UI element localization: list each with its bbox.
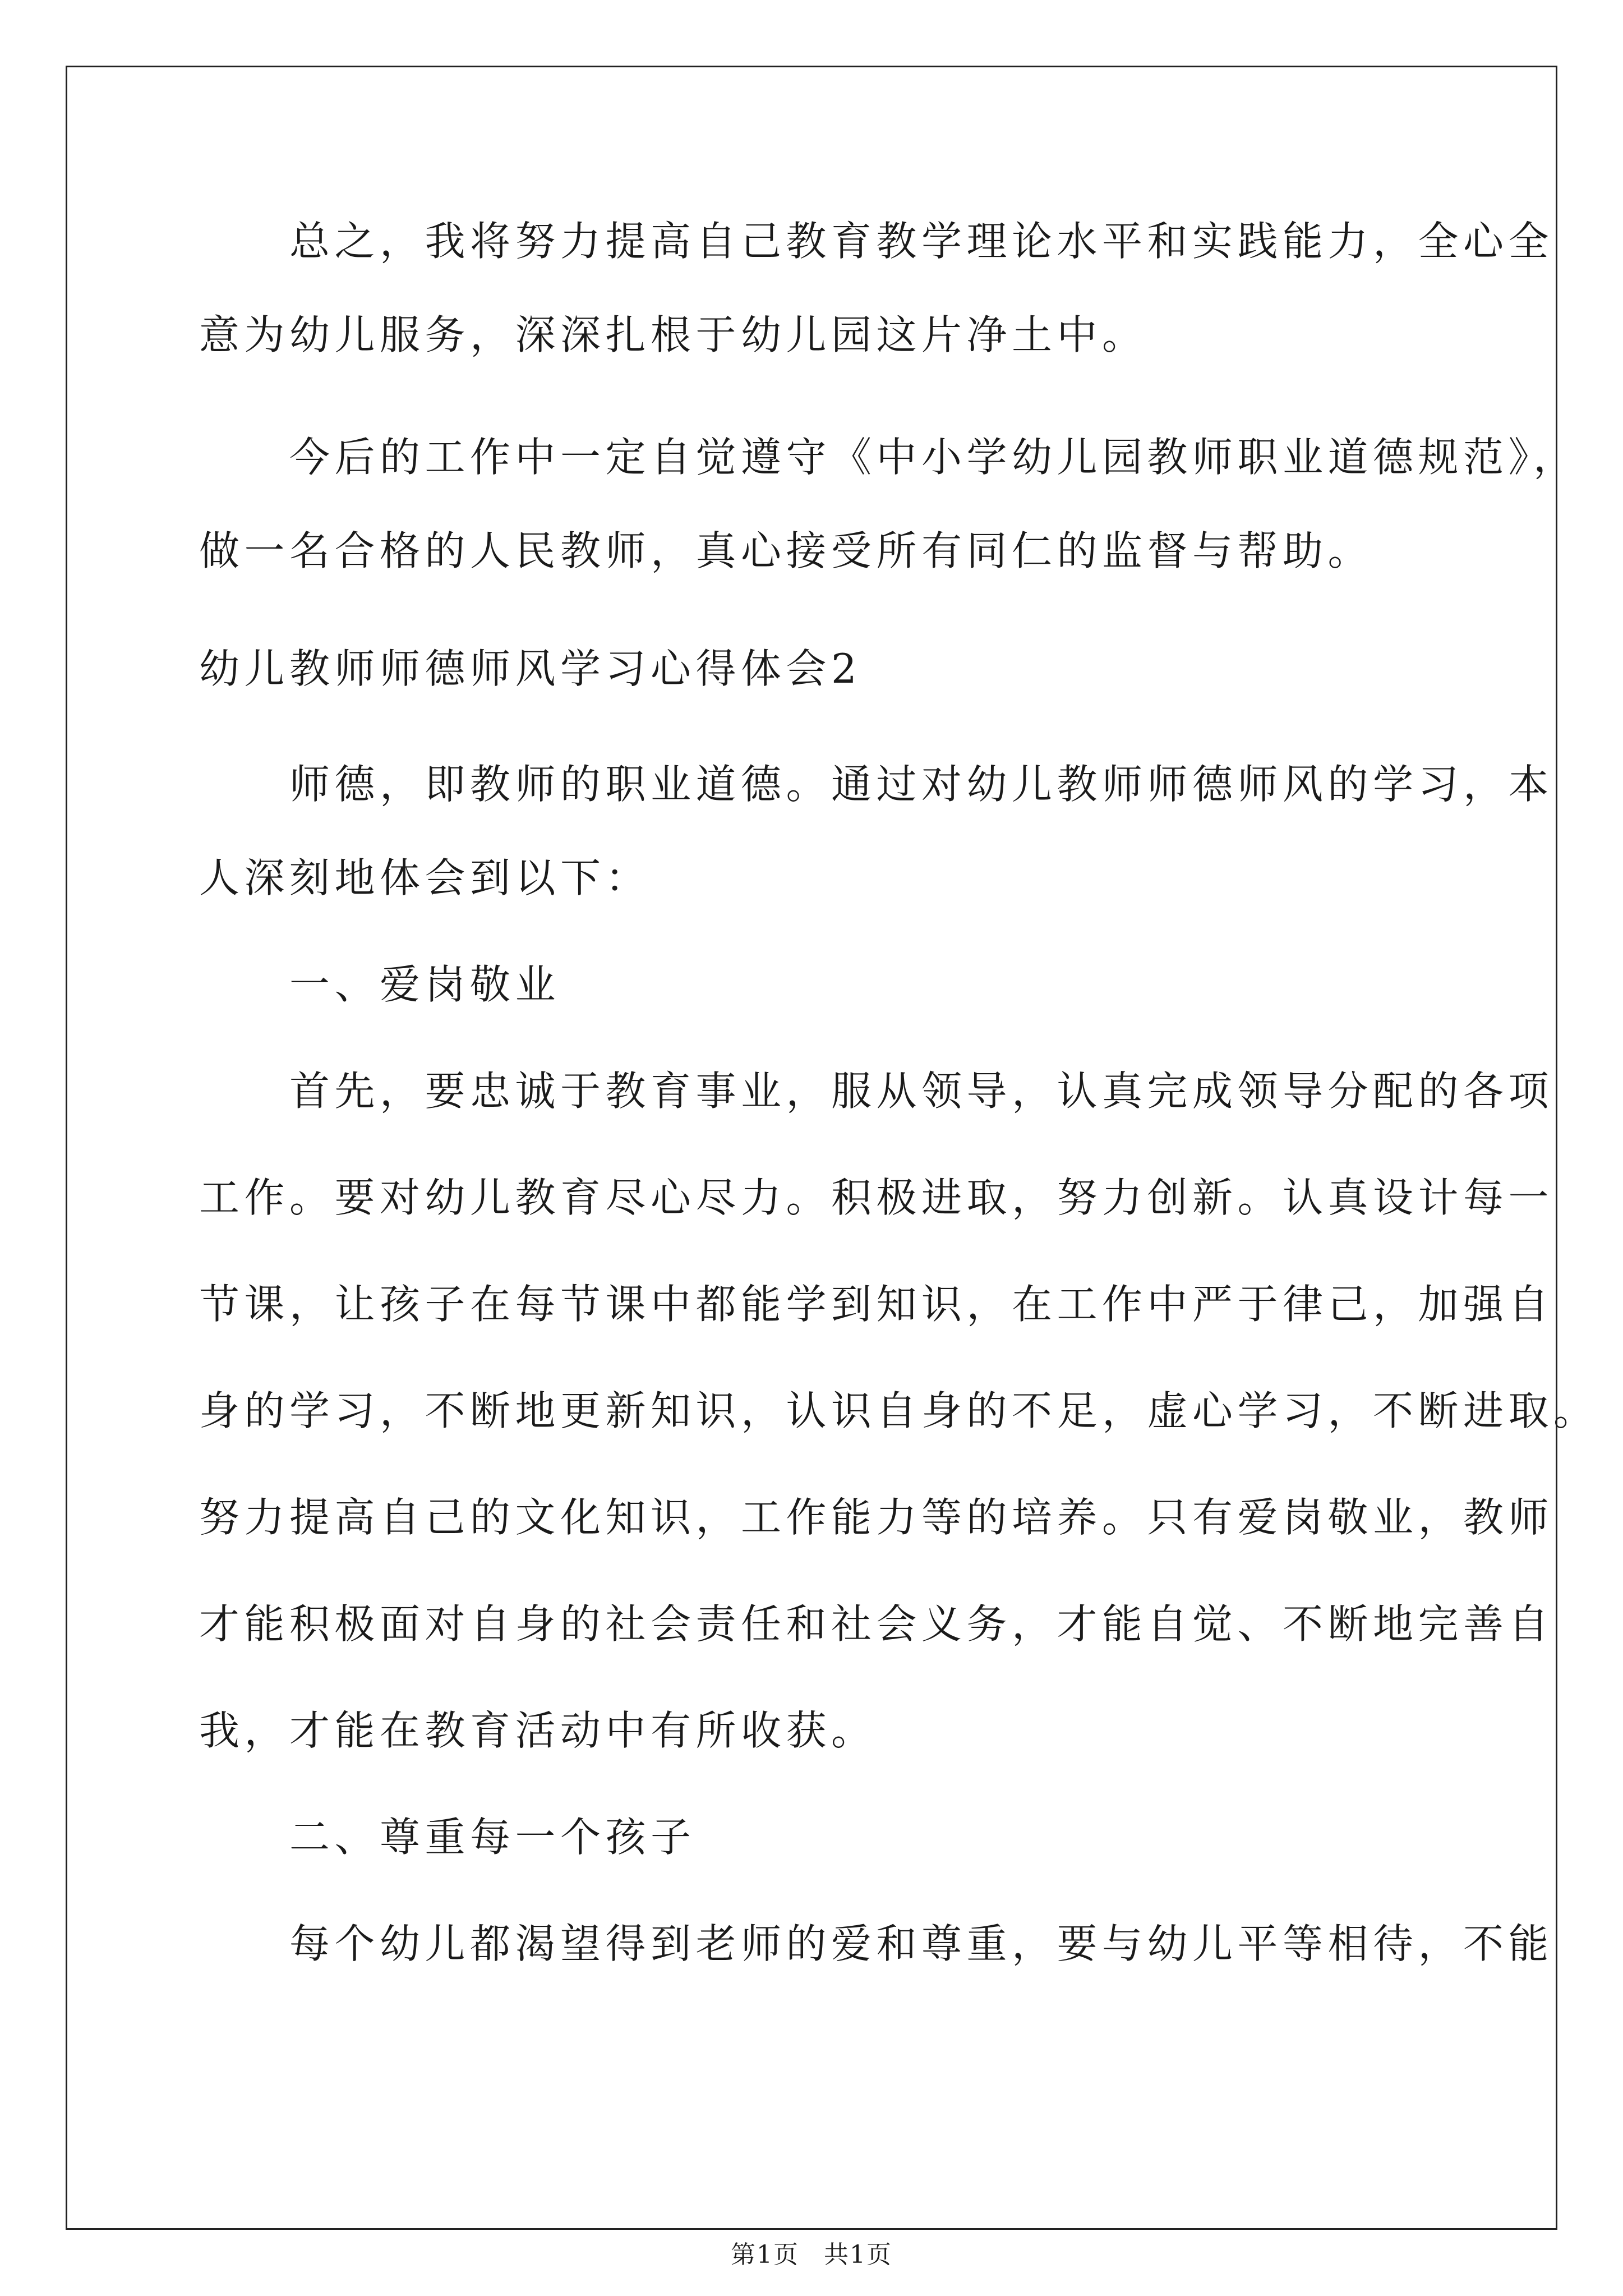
page-footer bbox=[0, 2238, 1623, 2272]
text-line: 意为幼儿服务，深深扎根于幼儿园这片净土中。 bbox=[199, 311, 1147, 358]
text-line: 身的学习，不断地更新知识，认识自身的不足，虚心学习，不断进取。 bbox=[199, 1387, 1599, 1434]
text-line: 师德，即教师的职业道德。通过对幼儿教师师德师风的学习，本 bbox=[199, 761, 1554, 808]
subheading: 一、爱岗敬业 bbox=[199, 961, 561, 1008]
text-line: 努力提高自己的文化知识，工作能力等的培养。只有爱岗敬业，教师 bbox=[199, 1494, 1554, 1541]
text-line: 首先，要忠诚于教育事业，服从领导，认真完成领导分配的各项 bbox=[199, 1068, 1554, 1115]
subheading: 二、尊重每一个孩子 bbox=[199, 1814, 696, 1861]
section-heading: 幼儿教师师德师风学习心得体会2 bbox=[199, 645, 862, 692]
text-line: 每个幼儿都渴望得到老师的爱和尊重，要与幼儿平等相待，不能 bbox=[199, 1920, 1554, 1967]
page-border bbox=[66, 66, 1557, 2230]
text-line: 今后的工作中一定自觉遵守《中小学幼儿园教师职业道德规范》， bbox=[199, 434, 1579, 481]
text-line: 才能积极面对自身的社会责任和社会义务，才能自觉、不断地完善自 bbox=[199, 1600, 1554, 1648]
text-line: 工作。要对幼儿教育尽心尽力。积极进取，努力创新。认真设计每一 bbox=[199, 1174, 1554, 1221]
text-line: 节课，让孩子在每节课中都能学到知识，在工作中严于律己，加强自 bbox=[199, 1281, 1554, 1328]
text-line: 做一名合格的人民教师，真心接受所有同仁的监督与帮助。 bbox=[199, 527, 1373, 574]
text-line: 我，才能在教育活动中有所收获。 bbox=[199, 1707, 877, 1754]
page-number: 第1页 bbox=[731, 2240, 799, 2269]
text-line: 人深刻地体会到以下： bbox=[199, 854, 651, 901]
text-line: 总之，我将努力提高自己教育教学理论水平和实践能力，全心全 bbox=[199, 218, 1554, 265]
page-total: 共1页 bbox=[824, 2240, 892, 2269]
